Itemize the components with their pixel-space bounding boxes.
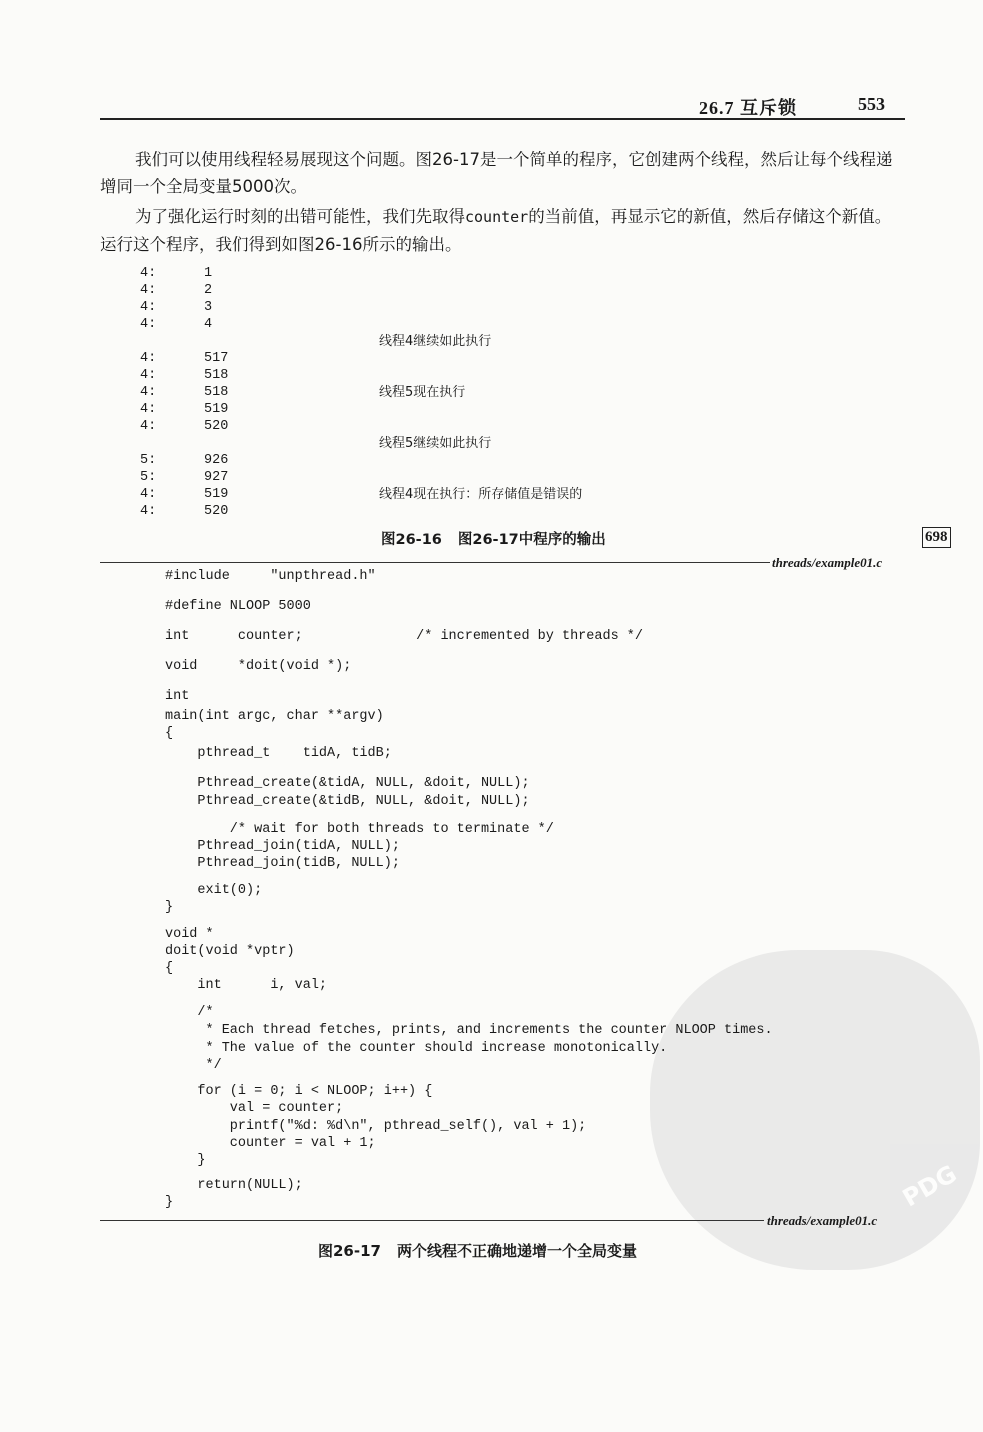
code-line-text: } xyxy=(165,1195,174,1210)
code-line-text: pthread_t tidA, tidB; xyxy=(165,746,392,761)
code-bottom-rule xyxy=(100,1220,764,1221)
running-header xyxy=(100,88,905,120)
code-line-text: int i, val; xyxy=(165,978,328,993)
output-val: 3 xyxy=(204,300,213,315)
output-note: 线程5现在执行 xyxy=(379,385,466,400)
code-top-rule xyxy=(100,562,770,563)
output-tid: 5: xyxy=(140,470,157,485)
code-line-text: int counter; /* incremented by threads */ xyxy=(165,629,643,644)
code-line-text: return(NULL); xyxy=(165,1178,303,1193)
paragraph-2 xyxy=(100,203,905,258)
code-line-text: int xyxy=(165,689,190,704)
output-val: 517 xyxy=(204,351,229,366)
output-tid: 5: xyxy=(140,453,157,468)
code-filename-bottom: threads/example01.c xyxy=(767,1213,878,1228)
output-val: 927 xyxy=(204,470,229,485)
code-line-text: for (i = 0; i < NLOOP; i++) { xyxy=(165,1084,433,1099)
code-line-text: void * xyxy=(165,927,214,942)
output-tid: 4: xyxy=(140,419,157,434)
figure-26-16-number: 图26-16 xyxy=(381,532,442,548)
code-line-text: counter = val + 1; xyxy=(165,1136,376,1151)
paragraph-2-part-a: 为了强化运行时刻的出错可能性，我们先取得 xyxy=(135,207,465,226)
code-line-text: #include "unpthread.h" xyxy=(165,569,376,584)
output-tid: 4: xyxy=(140,283,157,298)
output-val: 519 xyxy=(204,487,229,502)
output-val: 519 xyxy=(204,402,229,417)
figure-26-17-number: 图26-17 xyxy=(318,1242,381,1260)
figure-26-17-caption xyxy=(318,1240,637,1261)
inline-code-counter: counter xyxy=(465,208,529,226)
figure-26-16-title: 图26-17中程序的输出 xyxy=(457,532,606,548)
code-line-text: /* wait for both threads to terminate */ xyxy=(165,822,554,837)
output-tid: 4: xyxy=(140,300,157,315)
output-val: 520 xyxy=(204,504,229,519)
output-val: 2 xyxy=(204,283,213,298)
watermark-text: PDG xyxy=(897,1159,962,1213)
output-tid: 4: xyxy=(140,402,157,417)
code-line-text: main(int argc, char **argv) xyxy=(165,709,384,724)
code-line-text: printf("%d: %d\n", pthread_self(), val + 1); xyxy=(165,1119,587,1134)
code-line-text: * The value of the counter should increase monotonically. xyxy=(165,1041,668,1056)
paragraph-2-part-b: 的当前值，再显示它的新值，然后存储这个新值。运行这个程序，我们得到如图26-16所示的输出。 xyxy=(100,207,892,254)
code-line-text: } xyxy=(165,900,174,915)
code-line-text: * Each thread fetches, prints, and increments the counter NLOOP times. xyxy=(165,1023,773,1038)
code-line-text: Pthread_create(&tidB, NULL, &doit, NULL); xyxy=(165,794,530,809)
code-line-text: Pthread_join(tidA, NULL); xyxy=(165,839,400,854)
code-line-text: void *doit(void *); xyxy=(165,659,352,674)
output-val: 1 xyxy=(204,266,213,281)
figure-26-16-caption xyxy=(381,528,606,549)
section-title: 26.7 互斥锁 xyxy=(699,98,797,118)
output-tid: 4: xyxy=(140,317,157,332)
output-val: 4 xyxy=(204,317,213,332)
paragraph-1: 我们可以使用线程轻易展现这个问题。图26-17是一个简单的程序，它创建两个线程，然后让每个线程递增同一个全局变量5000次。 xyxy=(100,150,893,196)
code-line-text: } xyxy=(165,1153,206,1168)
output-tid: 4: xyxy=(140,504,157,519)
output-val: 926 xyxy=(204,453,229,468)
code-line-text: */ xyxy=(165,1058,222,1073)
output-note: 线程4继续如此执行 xyxy=(379,334,492,349)
code-line-text: exit(0); xyxy=(165,883,263,898)
code-line-text: { xyxy=(165,726,174,741)
code-line-text: /* xyxy=(165,1005,214,1020)
output-note: 线程4现在执行：所存储值是错误的 xyxy=(379,487,583,502)
code-line-text: doit(void *vptr) xyxy=(165,944,295,959)
output-tid: 4: xyxy=(140,487,157,502)
code-line-text: Pthread_create(&tidA, NULL, &doit, NULL); xyxy=(165,776,530,791)
output-val: 520 xyxy=(204,419,229,434)
code-line-text: val = counter; xyxy=(165,1101,344,1116)
page-number: 553 xyxy=(858,94,885,114)
output-tid: 4: xyxy=(140,351,157,366)
output-val: 518 xyxy=(204,385,229,400)
output-val: 518 xyxy=(204,368,229,383)
figure-26-17-title: 两个线程不正确地递增一个全局变量 xyxy=(396,1242,637,1260)
code-line-text: #define NLOOP 5000 xyxy=(165,599,311,614)
output-tid: 4: xyxy=(140,368,157,383)
code-filename-top: threads/example01.c xyxy=(772,555,883,570)
output-tid: 4: xyxy=(140,385,157,400)
code-line-text: { xyxy=(165,961,174,976)
output-note: 线程5继续如此执行 xyxy=(379,436,492,451)
margin-page-reference: 698 xyxy=(922,527,951,548)
code-line-text: Pthread_join(tidB, NULL); xyxy=(165,856,400,871)
output-tid: 4: xyxy=(140,266,157,281)
